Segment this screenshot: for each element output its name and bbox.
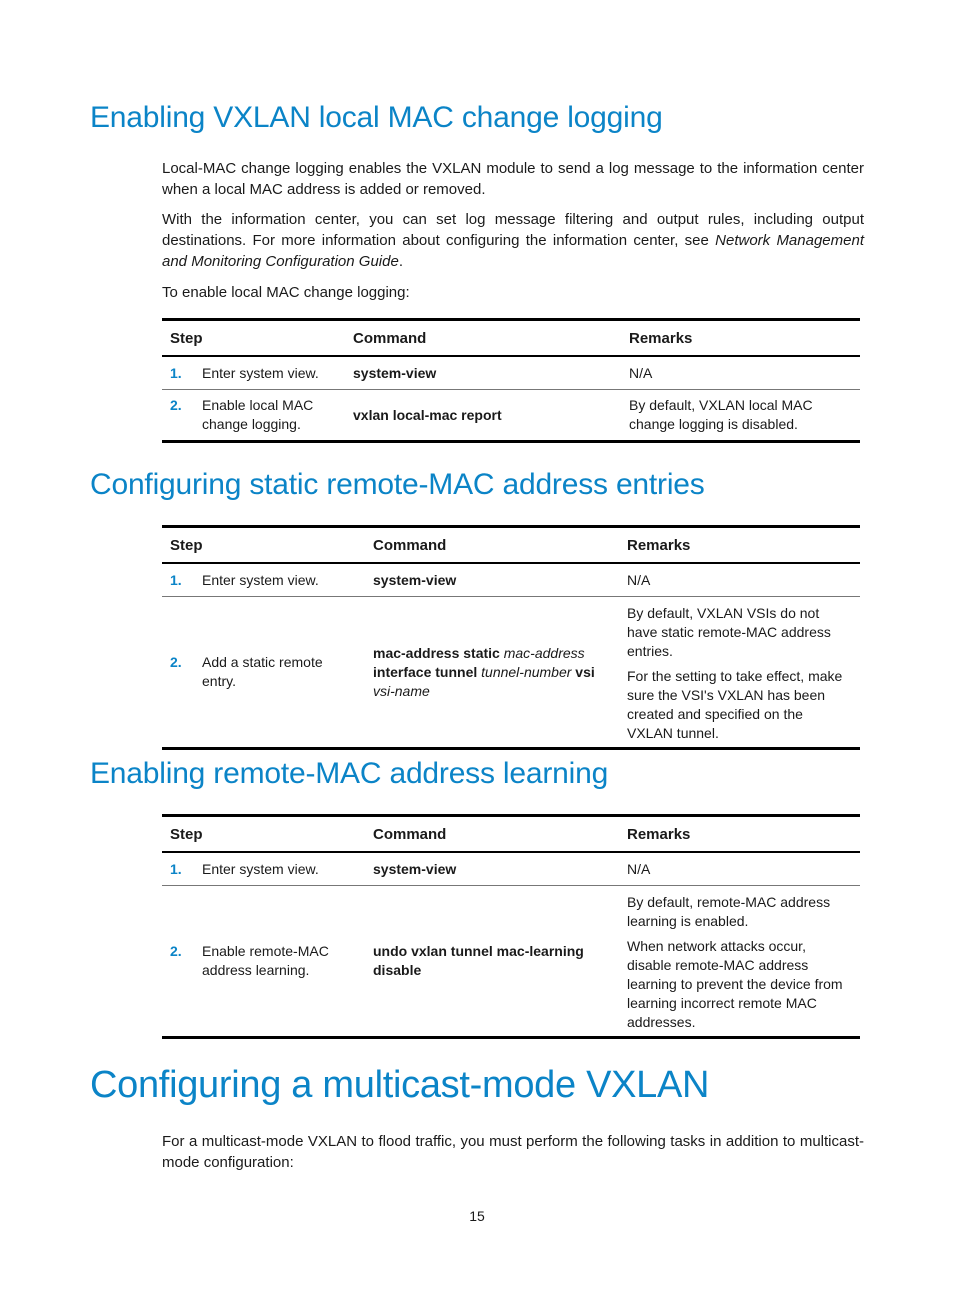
step-text: Enable remote-MAC address learning. bbox=[202, 943, 329, 978]
header-command: Command bbox=[345, 320, 621, 357]
header-command: Command bbox=[365, 816, 619, 853]
remarks-cell: N/A bbox=[619, 563, 860, 597]
remarks-paragraph: When network attacks occur, disable remote-MAC address learning to prevent the device from learning incorrect remote MAC addresses. bbox=[627, 938, 843, 1030]
command-cell bbox=[345, 390, 621, 442]
command-argument: tunnel-number bbox=[481, 663, 572, 680]
command-keyword: system-view bbox=[373, 860, 457, 877]
step-cell bbox=[162, 356, 345, 390]
table-header-row bbox=[162, 320, 860, 357]
step-text: Enable local MAC change logging. bbox=[202, 397, 314, 432]
header-step: Step bbox=[162, 527, 365, 564]
remarks-paragraph: By default, VXLAN VSIs do not have static remote-MAC address entries. bbox=[627, 605, 831, 659]
command-keyword: system-view bbox=[373, 571, 457, 588]
step-cell bbox=[162, 886, 365, 1038]
step-text: Enter system view. bbox=[202, 860, 319, 877]
remarks-cell bbox=[619, 597, 860, 749]
command-keyword: system-view bbox=[353, 364, 437, 381]
remarks-cell: N/A bbox=[619, 852, 860, 886]
paragraph-text: With the information center, you can set log message filtering and output rules, including output destinations. For more information about configuring the information center, see bbox=[162, 211, 864, 249]
table-row bbox=[162, 597, 860, 749]
section-title-remote-mac-learning: Enabling remote-MAC address learning bbox=[90, 757, 609, 790]
page-number: 15 bbox=[469, 1208, 485, 1224]
chapter-title-multicast-vxlan: Configuring a multicast-mode VXLAN bbox=[90, 1064, 710, 1106]
command-cell bbox=[365, 886, 619, 1038]
command-cell bbox=[365, 563, 619, 597]
paragraph-lead-in: To enable local MAC change logging: bbox=[162, 284, 410, 301]
command-keyword: interface tunnel bbox=[373, 663, 482, 680]
header-remarks: Remarks bbox=[621, 320, 860, 357]
steps-table-static-remote-mac bbox=[162, 525, 860, 750]
step-number: 1. bbox=[170, 364, 182, 381]
step-number: 2. bbox=[170, 654, 182, 670]
remarks-paragraph: For the setting to take effect, make sure the VSI's VXLAN has been created and specified on the VXLAN tunnel. bbox=[627, 668, 843, 741]
remarks-cell: N/A bbox=[621, 356, 860, 390]
section-title-static-remote-mac: Configuring static remote-MAC address entries bbox=[90, 468, 705, 501]
command-cell bbox=[365, 852, 619, 886]
command-argument: mac-address bbox=[503, 644, 585, 661]
steps-table-remote-mac-learning bbox=[162, 814, 860, 1039]
command-keyword: mac-address static bbox=[373, 644, 504, 661]
command-cell bbox=[365, 597, 619, 749]
table-row bbox=[162, 563, 860, 597]
paragraph-text-end: . bbox=[398, 253, 403, 270]
remarks-cell: By default, VXLAN local MAC change logging is disabled. bbox=[621, 390, 860, 442]
step-number: 1. bbox=[170, 571, 182, 588]
command-keyword: vxlan local-mac report bbox=[353, 406, 502, 423]
table-row bbox=[162, 886, 860, 1038]
step-cell bbox=[162, 597, 365, 749]
header-step: Step bbox=[162, 320, 345, 357]
table-header-row bbox=[162, 527, 860, 564]
section-title-local-mac-logging: Enabling VXLAN local MAC change logging bbox=[90, 101, 663, 134]
header-command: Command bbox=[365, 527, 619, 564]
step-text: Enter system view. bbox=[202, 571, 319, 588]
step-number: 2. bbox=[170, 943, 182, 959]
guide-reference: Network Management and Monitoring Configuration Guide bbox=[162, 232, 864, 270]
step-text: Add a static remote entry. bbox=[202, 654, 323, 689]
command-keyword: undo vxlan tunnel mac-learning disable bbox=[373, 943, 584, 978]
table-row bbox=[162, 390, 860, 442]
paragraph-info-center bbox=[162, 209, 864, 272]
steps-table-local-mac bbox=[162, 318, 860, 443]
step-text: Enter system view. bbox=[202, 364, 319, 381]
step-cell bbox=[162, 390, 345, 442]
remarks-paragraph: By default, remote-MAC address learning is enabled. bbox=[627, 894, 831, 929]
header-remarks: Remarks bbox=[619, 527, 860, 564]
command-argument: vsi-name bbox=[373, 682, 430, 699]
header-step: Step bbox=[162, 816, 365, 853]
command-cell bbox=[345, 356, 621, 390]
table-row bbox=[162, 852, 860, 886]
remarks-cell bbox=[619, 886, 860, 1038]
table-header-row bbox=[162, 816, 860, 853]
step-cell bbox=[162, 852, 365, 886]
header-remarks: Remarks bbox=[619, 816, 860, 853]
command-keyword: vsi bbox=[571, 663, 595, 680]
step-number: 2. bbox=[170, 397, 182, 413]
table-row bbox=[162, 356, 860, 390]
paragraph-multicast-intro: For a multicast-mode VXLAN to flood traffic, you must perform the following tasks in addition to multicast-mode configuration: bbox=[162, 1133, 864, 1171]
step-cell bbox=[162, 563, 365, 597]
step-number: 1. bbox=[170, 860, 182, 877]
paragraph-intro: Local-MAC change logging enables the VXLAN module to send a log message to the information center when a local MAC address is added or removed. bbox=[162, 160, 864, 198]
